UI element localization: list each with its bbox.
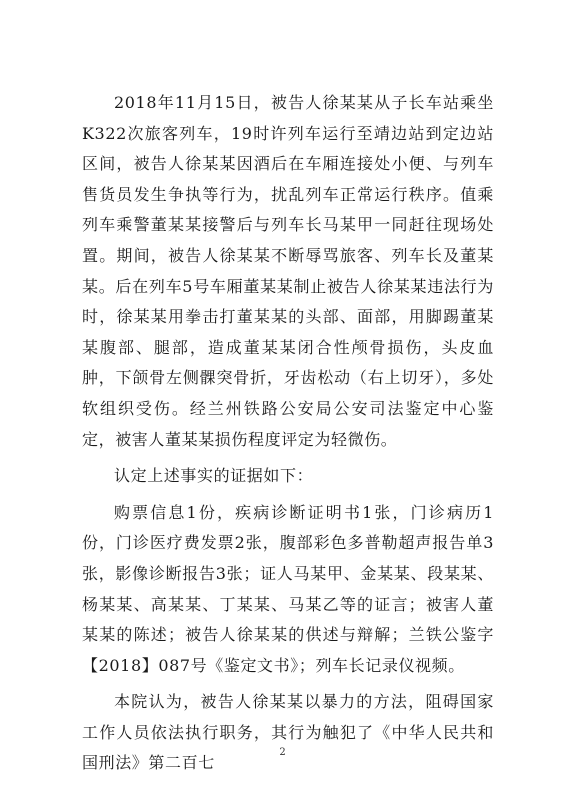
- page-number: 2: [279, 747, 286, 758]
- document-body: [82, 88, 494, 785]
- paragraph-court-opinion: 本院认为，被告人徐某某以暴力的方法，阻碍国家工作人员依法执行职务，其行为触犯了《中华人民共和国刑法》第二百七: [82, 692, 494, 773]
- paragraph-facts: 2018年11月15日，被告人徐某某从子长车站乘坐K322次旅客列车，19时许列车运行至靖边站到定边站区间，被告人徐某某因酒后在车厢连接处小便、与列车售货员发生争执等行为，扰乱列车正常运行秩序。值乘列车乘警董某某接警后与列车长马某甲一同赶往现场处置。期间，被告人徐某某不断辱骂旅客、列车长及董某某。后在列车5号车厢董某某制止被告人徐某某违法行为时，徐某某用拳击打董某某的头部、面部，用脚踢董某某腹部、腿部，造成董某某闭合性颅骨损伤，头皮血肿，下颌骨左侧髁突骨折，牙齿松动（右上切牙），多处软组织受伤。经兰州铁路公安局公安司法鉴定中心鉴定，被害人董某某损伤程度评定为轻微伤。: [82, 93, 494, 449]
- paragraph-evidence-heading: 认定上述事实的证据如下：: [114, 466, 314, 486]
- paragraph-evidence-list: 购票信息1份，疾病诊断证明书1张，门诊病历1份，门诊医疗费发票2张，腹部彩色多普勒超声报告单3张，影像诊断报告3张；证人马某甲、金某某、段某某、杨某某、高某某、丁某某、马某乙等的证言；被害人董某某的陈述；被告人徐某某的供述与辩解；兰铁公鉴字【2018】087号《鉴定文书》；列车长记录仪视频。: [82, 502, 494, 675]
